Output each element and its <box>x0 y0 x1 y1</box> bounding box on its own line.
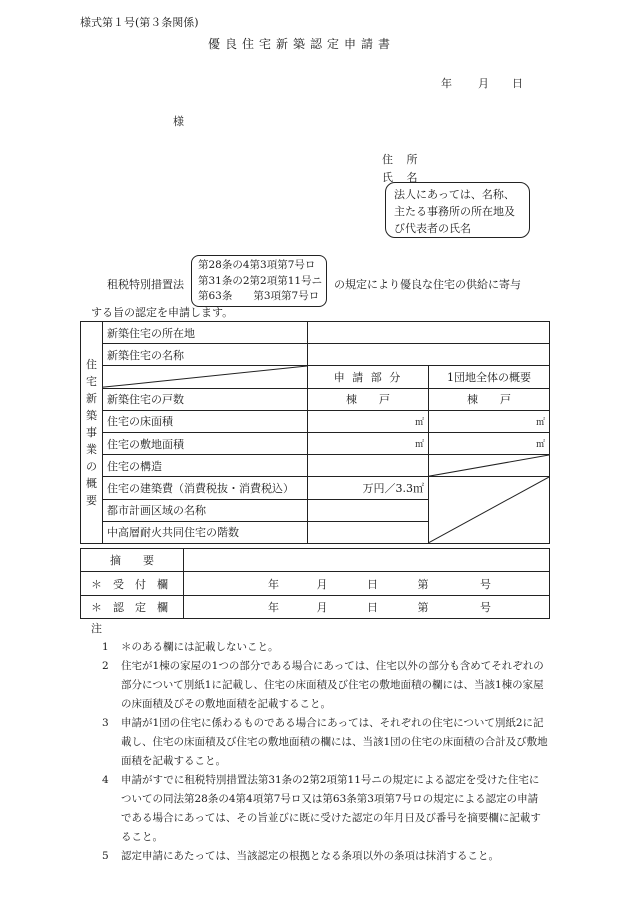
planning-area-label: 都市計画区域の名称 <box>103 499 308 521</box>
corporate-note-line: 主たる事務所の所在地及 <box>394 205 515 218</box>
note-number: 5 <box>102 850 109 862</box>
name-label: 新築住宅の名称 <box>103 344 308 366</box>
units-label: 新築住宅の戸数 <box>103 388 308 410</box>
side-char: 業 <box>86 442 97 456</box>
remarks-field[interactable] <box>184 549 550 572</box>
date-month: 月 <box>478 77 489 90</box>
name-label: 氏 名 <box>382 171 418 184</box>
side-char: 住 <box>86 357 97 371</box>
name-field[interactable] <box>308 344 550 366</box>
structure-label: 住宅の構造 <box>103 455 308 477</box>
record-no: 第 <box>417 600 429 614</box>
record-no: 第 <box>417 577 429 591</box>
law-name: 租税特別措置法 <box>107 278 184 291</box>
certification-label: ＊ 認 定 欄 <box>81 595 184 618</box>
structure-whole-diagonal <box>429 455 550 477</box>
units-whole-field[interactable]: 棟 戸 <box>429 388 550 410</box>
side-char: 新 <box>86 391 97 405</box>
note-number: 2 <box>102 660 109 672</box>
note-text: 申請が1団の住宅に係わるものである場合にあっては、それぞれの住宅について別紙2に記載し、住宅の床面積及び住宅の敷地面積の欄には、当該1団の住宅の床面積の合計及び敷地面積を記載すること。 <box>121 717 548 767</box>
side-char: 事 <box>86 425 97 439</box>
corporate-note-line: 法人にあっては、名称、 <box>394 188 515 201</box>
location-label: 新築住宅の所在地 <box>103 322 308 344</box>
corporate-note-line: び代表者の氏名 <box>394 222 471 235</box>
note-item <box>102 847 548 866</box>
note-item <box>102 714 548 771</box>
site-area-application-field[interactable]: ㎡ <box>308 432 429 454</box>
note-text: 住宅が1棟の家屋の1つの部分である場合にあっては、住宅以外の部分も含めてそれぞれの部分について別紙1に記載し、住宅の床面積及び住宅の敷地面積の欄には、当該1棟の家屋の床面積及びその敷地面積を記載すること。 <box>121 660 544 710</box>
record-year: 年 <box>268 577 279 591</box>
record-year: 年 <box>268 600 279 614</box>
note-item <box>102 638 548 657</box>
side-char: 概 <box>86 476 97 490</box>
reception-record <box>184 572 550 595</box>
site-area-whole-field[interactable]: ㎡ <box>429 432 550 454</box>
reception-label: ＊ 受 付 欄 <box>81 572 184 595</box>
diagonal-header-cell <box>103 366 308 388</box>
cost-application-field[interactable]: 万円／3.3㎡ <box>308 477 429 499</box>
notes-heading: 注 <box>91 622 102 635</box>
statement-suffix: の規定により優良な住宅の供給に寄与 <box>334 278 521 291</box>
record-suffix: 号 <box>480 577 491 591</box>
statement-line2: する旨の認定を申請します。 <box>91 306 234 319</box>
site-area-label: 住宅の敷地面積 <box>103 432 308 454</box>
note-item <box>102 657 548 714</box>
document-title: 優良住宅新築認定申請書 <box>208 37 396 51</box>
notes-list <box>102 638 548 866</box>
floor-area-application-field[interactable]: ㎡ <box>308 410 429 432</box>
note-text: ＊のある欄には記載しないこと。 <box>121 641 279 653</box>
record-day: 日 <box>367 600 378 614</box>
project-overview-table <box>80 321 550 544</box>
clause-item: 第63条 第3項第7号ロ <box>198 290 320 302</box>
form-number: 様式第１号(第３条関係) <box>80 16 199 29</box>
note-number: 3 <box>102 717 109 729</box>
col-application-header: 申 請 部 分 <box>308 366 429 388</box>
units-application-field[interactable]: 棟 戸 <box>308 388 429 410</box>
date-year: 年 <box>441 77 452 90</box>
record-table <box>80 548 550 619</box>
corporate-note <box>394 186 515 237</box>
side-label <box>81 322 103 544</box>
certification-record <box>184 595 550 618</box>
floors-label: 中高層耐火共同住宅の階数 <box>103 521 308 543</box>
record-month: 月 <box>316 600 328 614</box>
clause-item: 第31条の2第2項第11号ニ <box>198 274 323 287</box>
addressee-suffix: 様 <box>173 115 184 128</box>
floor-area-label: 住宅の床面積 <box>103 410 308 432</box>
note-text: 申請がすでに租税特別措置法第31条の2第2項第11号ニの規定による認定を受けた住宅についての同法第28条の4第4項第7号ロ又は第63条第3項第7号ロの規定による認定の申請である場合にあっては、その旨並びに既に受けた認定の年月日及び番号を摘要欄に記載すること。 <box>121 774 541 843</box>
cost-label: 住宅の建築費（消費税抜・消費税込） <box>103 477 308 499</box>
note-item <box>102 771 548 847</box>
floors-field[interactable] <box>308 521 429 543</box>
col-whole-header: 1団地全体の概要 <box>429 366 550 388</box>
location-field[interactable] <box>308 322 550 344</box>
note-text: 認定申請にあたっては、当該認定の根拠となる条項以外の条項は抹消すること。 <box>121 850 499 862</box>
structure-application-field[interactable] <box>308 455 429 477</box>
record-day: 日 <box>367 577 378 591</box>
side-char: の <box>86 459 97 473</box>
date-day: 日 <box>512 77 523 90</box>
planning-area-field[interactable] <box>308 499 429 521</box>
clause-list <box>198 258 322 305</box>
lower-whole-diagonal <box>429 477 550 544</box>
note-number: 1 <box>102 641 109 653</box>
side-char: 宅 <box>86 374 97 388</box>
remarks-label: 摘 要 <box>81 549 184 572</box>
clause-item: 第28条の4第3項第7号ロ <box>198 259 316 271</box>
side-char: 築 <box>86 408 97 422</box>
address-label: 住 所 <box>382 153 418 166</box>
record-suffix: 号 <box>480 600 491 614</box>
floor-area-whole-field[interactable]: ㎡ <box>429 410 550 432</box>
side-char: 要 <box>86 493 97 507</box>
note-number: 4 <box>102 774 109 786</box>
record-month: 月 <box>316 577 328 591</box>
